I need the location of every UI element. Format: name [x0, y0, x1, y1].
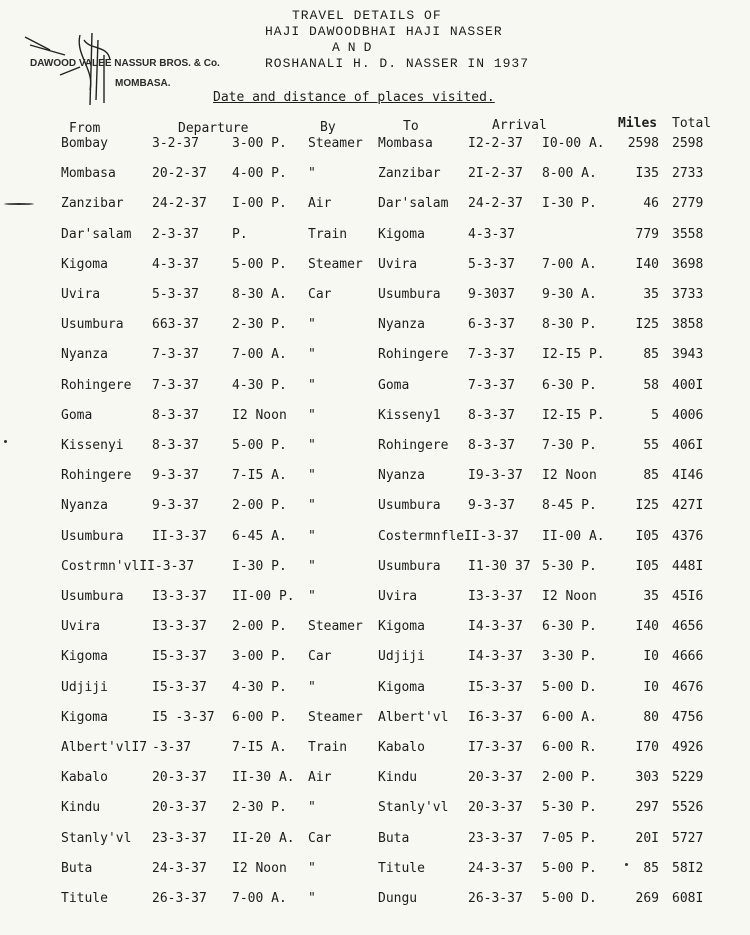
cell-total: 2779: [672, 196, 704, 212]
ink-mark: [4, 440, 7, 443]
cell-by: Air: [308, 196, 332, 212]
cell-dtime: 2-30 P.: [232, 800, 287, 816]
title-line-1: TRAVEL DETAILS OF: [292, 8, 442, 23]
table-row: [0, 166, 750, 194]
cell-by: ": [308, 166, 316, 182]
title-line-4: ROSHANALI H. D. NASSER IN 1937: [265, 56, 530, 71]
cell-adate: 9-3-37: [468, 498, 515, 514]
cell-by: ": [308, 468, 316, 484]
cell-miles: 58: [643, 377, 659, 393]
cell-ddate: -3-37: [152, 740, 192, 755]
cell-from: Uvira: [61, 619, 101, 635]
header-arrival: Arrival: [492, 118, 547, 133]
cell-ddate: I5-3-37: [152, 649, 207, 665]
cell-atime: 5-00 P.: [542, 860, 597, 876]
cell-miles: 2598: [627, 136, 659, 151]
header-to: To: [403, 119, 419, 134]
cell-from: Kigoma: [61, 649, 108, 665]
cell-total: 3858: [672, 317, 704, 333]
cell-ddate: 24-2-37: [152, 196, 207, 212]
cell-adate: 9-3037: [468, 287, 515, 302]
cell-miles: 5: [651, 407, 659, 423]
cell-miles: I40: [635, 256, 659, 272]
cell-to: Albert'vl: [378, 709, 449, 725]
table-row: [0, 227, 750, 255]
cell-total: 4376: [672, 528, 704, 544]
header-miles: Miles: [618, 116, 658, 131]
cell-dtime: 7-00 A.: [232, 347, 287, 363]
cell-from: Nyanza: [61, 498, 108, 514]
cell-by: ": [308, 860, 316, 876]
cell-to: Usumbura: [378, 558, 441, 574]
cell-miles: 85: [643, 860, 659, 876]
cell-atime: I0-00 A.: [542, 136, 605, 151]
cell-ddate: 2-3-37: [152, 226, 199, 242]
cell-to: Uvira: [378, 256, 418, 272]
cell-to: Usumbura: [378, 498, 441, 514]
cell-adate: 6-3-37: [468, 317, 515, 333]
cell-atime: 3-30 P.: [542, 649, 597, 665]
cell-total: 400I: [672, 377, 704, 393]
cell-miles: I0: [643, 679, 659, 695]
cell-to: Kigoma: [378, 226, 425, 242]
cell-dtime: P.: [232, 226, 248, 242]
cell-from: Rohingere: [61, 377, 132, 393]
cell-to: Dar'salam: [378, 196, 449, 212]
cell-miles: I05: [635, 528, 659, 544]
cell-atime: 5-00 D.: [542, 679, 597, 695]
cell-atime: 7-30 P.: [542, 438, 597, 453]
table-row: [0, 378, 750, 406]
cell-adate: 7-3-37: [468, 347, 515, 363]
cell-from: Usumbura: [61, 528, 124, 544]
cell-ddate: 9-3-37: [152, 468, 199, 484]
cell-by: ": [308, 438, 316, 453]
cell-to: Buta: [378, 830, 410, 846]
cell-to: Nyanza: [378, 468, 425, 484]
cell-miles: I35: [635, 166, 659, 182]
cell-dtime: 5-00 P.: [232, 256, 287, 272]
cell-to: Kindu: [378, 770, 418, 786]
cell-total: 608I: [672, 891, 704, 906]
table-row: [0, 710, 750, 738]
cell-from: Usumbura: [61, 317, 124, 333]
cell-from: Bombay: [61, 136, 108, 151]
cell-from: Rohingere: [61, 468, 132, 484]
cell-dtime: I-00 P.: [232, 196, 287, 212]
cell-by: Steamer: [308, 709, 363, 725]
cell-from: Kabalo: [61, 770, 108, 786]
cell-adate: 4-3-37: [468, 226, 515, 242]
cell-adate: 23-3-37: [468, 830, 523, 846]
cell-adate: I7-3-37: [468, 740, 523, 755]
cell-from: Titule: [61, 891, 108, 906]
cell-ddate: 7-3-37: [152, 377, 199, 393]
cell-atime: 6-00 A.: [542, 709, 597, 725]
cell-dtime: 6-00 P.: [232, 709, 287, 725]
table-row: [0, 257, 750, 285]
cell-ddate: 24-3-37: [152, 860, 207, 876]
cell-ddate: 3-2-37: [152, 136, 199, 151]
cell-from: Nyanza: [61, 347, 108, 363]
cell-dtime: 7-I5 A.: [232, 740, 287, 755]
cell-dtime: II-00 P.: [232, 589, 295, 604]
cell-miles: 46: [643, 196, 659, 212]
cell-adate: I5-3-37: [468, 679, 523, 695]
cell-by: ": [308, 377, 316, 393]
cell-ddate: 4-3-37: [152, 256, 199, 272]
cell-adate: 24-2-37: [468, 196, 523, 212]
cell-from: Buta: [61, 860, 93, 876]
cell-from: Dar'salam: [61, 226, 132, 242]
cell-to: Titule: [378, 860, 425, 876]
cell-total: 3698: [672, 256, 704, 272]
cell-by: Steamer: [308, 136, 363, 151]
cell-miles: 297: [635, 800, 659, 816]
cell-total: 5727: [672, 830, 704, 846]
cell-from: Kigoma: [61, 709, 108, 725]
cell-atime: 6-30 P.: [542, 619, 597, 635]
table-row: [0, 408, 750, 436]
company-name: DAWOOD VALEE NASSUR BROS. & Co.: [30, 58, 220, 69]
cell-total: 2733: [672, 166, 704, 182]
header-from: From: [69, 121, 101, 136]
cell-miles: I70: [635, 740, 659, 755]
cell-total: 4666: [672, 649, 704, 665]
table-row: [0, 287, 750, 315]
cell-by: ": [308, 800, 316, 816]
cell-dtime: 2-30 P.: [232, 317, 287, 333]
cell-ddate: 23-3-37: [152, 830, 207, 846]
cell-from: Usumbura: [61, 589, 124, 604]
cell-dtime: 6-45 A.: [232, 528, 287, 544]
cell-miles: 85: [643, 347, 659, 363]
cell-atime: 8-45 P.: [542, 498, 597, 514]
cell-total: 2598: [672, 136, 704, 151]
cell-adate: 20-3-37: [468, 770, 523, 786]
cell-by: Steamer: [308, 619, 363, 635]
table-row: [0, 196, 750, 224]
cell-atime: II-00 A.: [542, 528, 605, 544]
cell-ddate: II-3-37: [152, 528, 207, 544]
cell-ddate: 8-3-37: [152, 438, 199, 453]
cell-miles: I40: [635, 619, 659, 635]
cell-to: Kigoma: [378, 679, 425, 695]
cell-adate: I2-2-37: [468, 136, 523, 151]
cell-miles: 35: [643, 589, 659, 604]
cell-miles: I0: [643, 649, 659, 665]
cell-dtime: 7-00 A.: [232, 891, 287, 906]
company-city: MOMBASA.: [115, 78, 171, 89]
cell-adate: 5-3-37: [468, 256, 515, 272]
cell-by: ": [308, 558, 316, 574]
cell-adate: 20-3-37: [468, 800, 523, 816]
cell-dtime: 2-00 P.: [232, 619, 287, 635]
cell-total: 3558: [672, 226, 704, 242]
page-subtitle: Date and distance of places visited.: [213, 90, 495, 105]
cell-total: 4656: [672, 619, 704, 635]
letterhead: [30, 58, 220, 89]
cell-ddate: I3-3-37: [152, 619, 207, 635]
cell-by: Car: [308, 830, 332, 846]
cell-atime: 8-30 P.: [542, 317, 597, 333]
cell-atime: 5-30 P.: [542, 558, 597, 574]
header-total: Total: [672, 116, 712, 131]
cell-by: ": [308, 347, 316, 363]
cell-ddate: 20-3-37: [152, 770, 207, 786]
cell-by: Air: [308, 770, 332, 786]
cell-total: 4756: [672, 709, 704, 725]
table-row: [0, 649, 750, 677]
cell-adate: 8-3-37: [468, 438, 515, 453]
table-row: [0, 136, 750, 164]
cell-adate: 24-3-37: [468, 860, 523, 876]
cell-adate: I4-3-37: [468, 649, 523, 665]
cell-adate: I3-3-37: [468, 589, 523, 604]
cell-dtime: 4-30 P.: [232, 679, 287, 695]
cell-dtime: II-20 A.: [232, 830, 295, 846]
cell-miles: I25: [635, 498, 659, 514]
header-departure: Departure: [178, 121, 249, 136]
cell-to: Rohingere: [378, 438, 449, 453]
cell-dtime: II-30 A.: [232, 770, 295, 786]
cell-miles: I25: [635, 317, 659, 333]
cell-atime: I2-I5 P.: [542, 407, 605, 423]
cell-atime: 5-00 D.: [542, 891, 597, 906]
cell-total: 4676: [672, 679, 704, 695]
cell-dtime: 2-00 P.: [232, 498, 287, 514]
cell-atime: I-30 P.: [542, 196, 597, 212]
cell-dtime: 3-00 P.: [232, 136, 287, 151]
title-line-3: AND: [332, 40, 380, 55]
cell-total: 5526: [672, 800, 704, 816]
cell-miles: 269: [635, 891, 659, 906]
cell-atime: I2 Noon: [542, 468, 597, 484]
cell-from: Zanzibar: [61, 196, 124, 212]
cell-by: Train: [308, 740, 348, 755]
table-row: [0, 468, 750, 496]
ink-mark: [625, 863, 628, 866]
cell-to: Goma: [378, 377, 410, 393]
cell-by: Car: [308, 287, 332, 302]
cell-total: 3943: [672, 347, 704, 363]
cell-to: CostermnfleII-3-37: [378, 528, 519, 544]
cell-total: 5229: [672, 770, 704, 786]
cell-to: Mombasa: [378, 136, 433, 151]
cell-from: Uvira: [61, 287, 101, 302]
cell-atime: 9-30 A.: [542, 287, 597, 302]
cell-miles: I05: [635, 558, 659, 574]
table-row: [0, 498, 750, 526]
cell-adate: 8-3-37: [468, 407, 515, 423]
cell-ddate: 663-37: [152, 317, 199, 333]
cell-total: 4926: [672, 740, 704, 755]
cell-from: Mombasa: [61, 166, 116, 182]
cell-total: 406I: [672, 438, 704, 453]
table-row: [0, 619, 750, 647]
cell-to: Uvira: [378, 589, 418, 604]
cell-by: Car: [308, 649, 332, 665]
table-row: [0, 529, 750, 557]
table-row: [0, 800, 750, 828]
cell-total: 448I: [672, 558, 704, 574]
cell-adate: 7-3-37: [468, 377, 515, 393]
cell-from: Stanly'vl: [61, 830, 132, 846]
cell-to: Udjiji: [378, 649, 425, 665]
cell-by: ": [308, 317, 316, 333]
cell-atime: 6-00 R.: [542, 740, 597, 755]
cell-ddate: 8-3-37: [152, 407, 199, 423]
cell-by: ": [308, 589, 316, 604]
cell-dtime: 4-30 P.: [232, 377, 287, 393]
table-row: [0, 861, 750, 889]
cell-ddate: I5-3-37: [152, 679, 207, 695]
cell-miles: 35: [643, 287, 659, 302]
cell-miles: 80: [643, 709, 659, 725]
cell-dtime: I-30 P.: [232, 558, 287, 574]
cell-to: Stanly'vl: [378, 800, 449, 816]
table-row: [0, 770, 750, 798]
cell-dtime: 5-00 P.: [232, 438, 287, 453]
cell-from: Albert'vlI7: [61, 740, 148, 755]
table-row: [0, 589, 750, 617]
cell-total: 4I46: [672, 468, 704, 484]
cell-total: 3733: [672, 287, 704, 302]
cell-adate: 2I-2-37: [468, 166, 523, 182]
cell-miles: 779: [635, 226, 659, 242]
cell-ddate: I3-3-37: [152, 589, 207, 604]
cell-ddate: 20-3-37: [152, 800, 207, 816]
cell-ddate: 20-2-37: [152, 166, 207, 182]
table-row: [0, 680, 750, 708]
cell-ddate: 7-3-37: [152, 347, 199, 363]
cell-ddate: I5 -3-37: [152, 709, 215, 725]
cell-atime: I2 Noon: [542, 589, 597, 604]
cell-miles: 55: [643, 438, 659, 453]
cell-total: 4006: [672, 407, 704, 423]
cell-adate: 26-3-37: [468, 891, 523, 906]
cell-to: Rohingere: [378, 347, 449, 363]
table-row: [0, 559, 750, 587]
cell-atime: 8-00 A.: [542, 166, 597, 182]
cell-from: Goma: [61, 407, 93, 423]
table-row: [0, 347, 750, 375]
cell-by: ": [308, 407, 316, 423]
cell-to: Kisseny1: [378, 407, 441, 423]
cell-miles: 85: [643, 468, 659, 484]
ink-mark: [4, 203, 34, 205]
cell-by: Train: [308, 226, 348, 242]
cell-atime: I2-I5 P.: [542, 347, 605, 363]
cell-atime: 6-30 P.: [542, 377, 597, 393]
cell-dtime: 3-00 P.: [232, 649, 287, 665]
cell-to: Zanzibar: [378, 166, 441, 182]
cell-dtime: I2 Noon: [232, 407, 287, 423]
table-row: [0, 891, 750, 919]
cell-atime: 7-05 P.: [542, 830, 597, 846]
cell-from: Costrmn'vlII-3-37: [61, 558, 195, 574]
table-row: [0, 317, 750, 345]
cell-adate: I4-3-37: [468, 619, 523, 635]
cell-adate: I9-3-37: [468, 468, 523, 484]
cell-atime: 7-00 A.: [542, 256, 597, 272]
table-row: [0, 438, 750, 466]
cell-by: ": [308, 498, 316, 514]
cell-ddate: 9-3-37: [152, 498, 199, 514]
cell-by: ": [308, 528, 316, 544]
cell-from: Kissenyi: [61, 438, 124, 453]
cell-to: Nyanza: [378, 317, 425, 333]
cell-atime: 2-00 P.: [542, 770, 597, 786]
cell-total: 427I: [672, 498, 704, 514]
table-row: [0, 740, 750, 768]
cell-from: Udjiji: [61, 679, 108, 695]
cell-ddate: 5-3-37: [152, 287, 199, 302]
cell-atime: 5-30 P.: [542, 800, 597, 816]
cell-from: Kindu: [61, 800, 101, 816]
title-line-2: HAJI DAWOODBHAI HAJI NASSER: [265, 24, 503, 39]
cell-total: 58I2: [672, 860, 704, 876]
cell-dtime: I2 Noon: [232, 860, 287, 876]
cell-from: Kigoma: [61, 256, 108, 272]
cell-adate: I1-30 37: [468, 558, 531, 574]
cell-by: ": [308, 679, 316, 695]
header-by: By: [320, 120, 336, 135]
cell-ddate: 26-3-37: [152, 891, 207, 906]
cell-by: Steamer: [308, 256, 363, 272]
cell-to: Kabalo: [378, 740, 425, 755]
cell-miles: 303: [635, 770, 659, 786]
cell-to: Usumbura: [378, 287, 441, 302]
cell-by: ": [308, 891, 316, 906]
cell-dtime: 8-30 A.: [232, 287, 287, 302]
cell-to: Dungu: [378, 891, 418, 906]
cell-to: Kigoma: [378, 619, 425, 635]
cell-miles: 20I: [635, 830, 659, 846]
cell-dtime: 4-00 P.: [232, 166, 287, 182]
cell-adate: I6-3-37: [468, 709, 523, 725]
cell-dtime: 7-I5 A.: [232, 468, 287, 484]
table-row: [0, 831, 750, 859]
cell-total: 45I6: [672, 589, 704, 604]
